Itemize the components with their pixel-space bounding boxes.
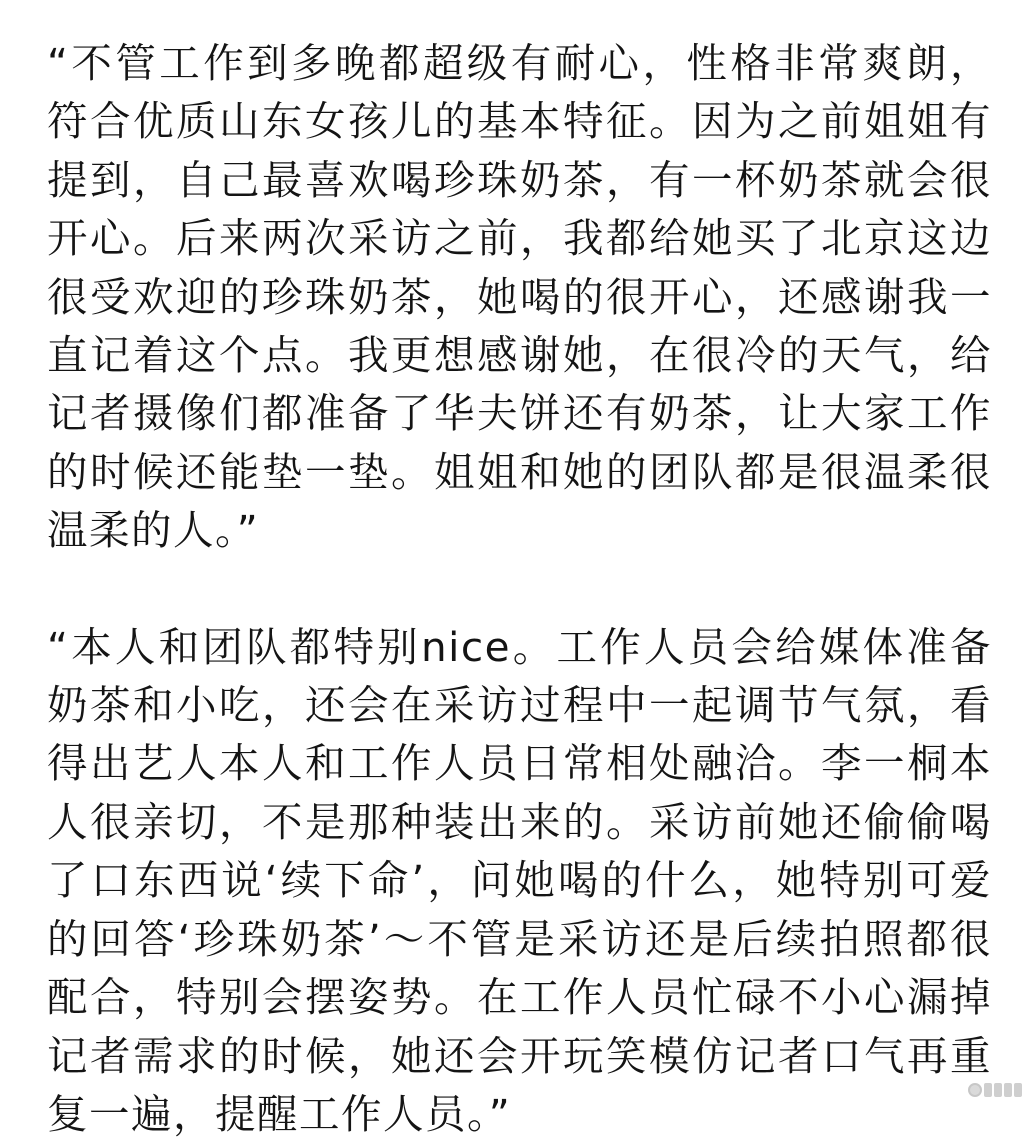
watermark-bar-icon [1004, 1083, 1012, 1097]
paragraph-1: “不管工作到多晚都超级有耐心，性格非常爽朗，符合优质山东女孩儿的基本特征。因为之前姐姐有提到，自己最喜欢喝珍珠奶茶，有一杯奶茶就会很开心。后来两次采访之前，我都给她买了北京这边很受欢迎的珍珠奶茶，她喝的很开心，还感谢我一直记着这个点。我更想感谢她，在很冷的天气，给记者摄像们都准备了华夫饼还有奶茶，让大家工作的时候还能垫一垫。姐姐和她的团队都是很温柔很温柔的人。” [47, 39, 992, 555]
watermark-bar-icon [984, 1083, 992, 1097]
paragraph-2: “本人和团队都特别nice。工作人员会给媒体准备奶茶和小吃，还会在采访过程中一起调节气氛，看得出艺人本人和工作人员日常相处融洽。李一桐本人很亲切，不是那种装出来的。采访前她还偷偷喝了口东西说‘续下命’，问她喝的什么，她特别可爱的回答‘珍珠奶茶’～不管是采访还是后续拍照都很配合，特别会摆姿势。在工作人员忙碌不小心漏掉记者需求的时候，她还会开玩笑模仿记者口气再重复一遍，提醒工作人员。” [47, 622, 992, 1138]
watermark-circle-icon [968, 1083, 982, 1097]
watermark-logo-icon [968, 1083, 1022, 1097]
article-body [47, 34, 992, 1143]
watermark-bar-icon [994, 1083, 1002, 1097]
watermark-bar-icon [1014, 1083, 1022, 1097]
